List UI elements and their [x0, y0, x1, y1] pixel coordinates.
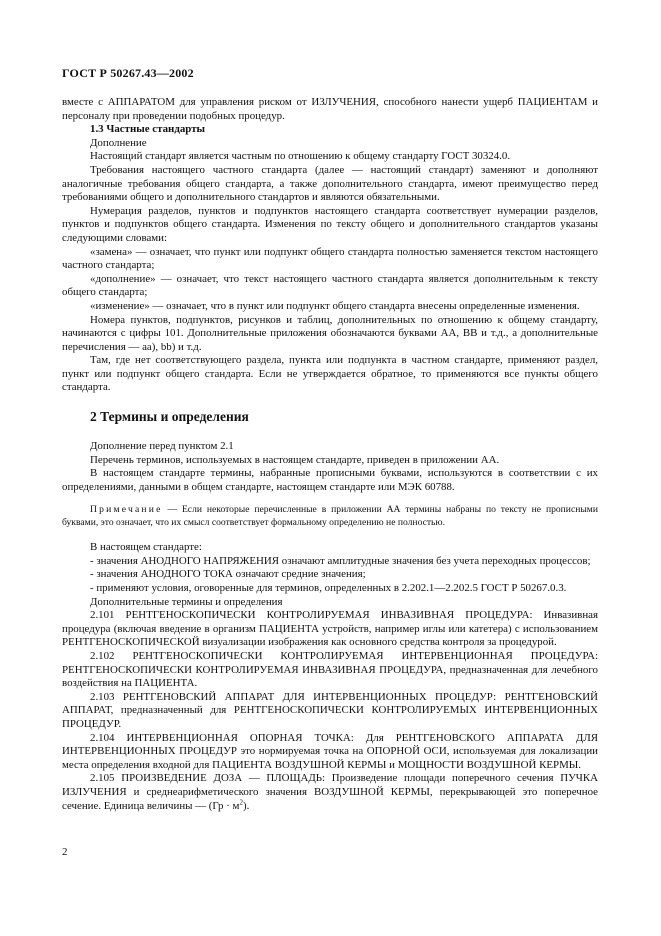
paragraph: вместе с АППАРАТОМ для управления риском от ИЗЛУЧЕНИЯ, способного нанести ущерб ПАЦИЕНТАМ и персоналу при проведении подобных процедур.: [62, 96, 598, 122]
paragraph: - значения АНОДНОГО НАПРЯЖЕНИЯ означают амплитудные значения без учета переходных процессов;: [90, 554, 591, 567]
document-body: [62, 96, 598, 813]
definition-text: 2.105 ПРОИЗВЕДЕНИЕ ДОЗА — ПЛОЩАДЬ: Произведение площади поперечного сечения ПУЧКА ИЗЛУЧЕНИЯ и среднеарифметического значения ВОЗДУШНОЙ КЕРМЫ, перекрывающей это поперечное сечение. Единица величины — (Гр · м: [62, 772, 598, 812]
paragraph: 2.104 ИНТЕРВЕНЦИОННАЯ ОПОРНАЯ ТОЧКА: Для РЕНТГЕНОВСКОГО АППАРАТА ДЛЯ ИНТЕРВЕНЦИОННЫХ ПРОЦЕДУР это нормируемая точка на ОПОРНОЙ ОСИ, используемая для локализации места определения входной для ПАЦИЕНТА ВОЗДУШНОЙ КЕРМЫ и МОЩНОСТИ ВОЗДУШНОЙ КЕРМЫ.: [62, 731, 598, 771]
paragraph: Дополнительные термины и определения: [90, 595, 283, 608]
paragraph: - значения АНОДНОГО ТОКА означают средние значения;: [90, 568, 366, 581]
note: [62, 504, 598, 529]
paragraph: Требования настоящего частного стандарта (далее — настоящий стандарт) заменяют и дополняют аналогичные требования общего стандарта, а также дополнительного стандарта, имеют преимущество перед требованиями общего и дополнительного стандартов и являются обязательными.: [62, 163, 598, 204]
paragraph: 2.103 РЕНТГЕНОВСКИЙ АППАРАТ ДЛЯ ИНТЕРВЕНЦИОННЫХ ПРОЦЕДУР: РЕНТГЕНОВСКИЙ АППАРАТ, предназначенный для РЕНТГЕНОСКОПИЧЕСКИ КОНТРОЛИРУЕМЫХ ИНТЕРВЕНЦИОННЫХ ПРОЦЕДУР.: [62, 690, 598, 730]
paragraph: Настоящий стандарт является частным по отношению к общему стандарту ГОСТ 30324.0.: [90, 150, 511, 163]
subsection-heading: 1.3 Частные стандарты: [90, 123, 206, 136]
paragraph: Там, где нет соответствующего раздела, пункта или подпункта в частном стандарте, применяют раздел, пункт или подпункт общего стандарта. Если не утверждается обратное, то применяются все пункты общего стандарта.: [62, 354, 598, 394]
definition-tail: ).: [242, 799, 250, 812]
paragraph: В настоящем стандарте термины, набранные прописными буквами, используются в соответствии с их определениями, данными в общем стандарте, настоящем стандарте или МЭК 60788.: [62, 467, 598, 493]
subsection-block: [62, 137, 598, 395]
paragraph: «изменение» — означает, что в пункт или подпункт общего стандарта внесены определенные изменения.: [90, 299, 580, 312]
paragraph: Нумерация разделов, пунктов и подпунктов настоящего стандарта соответствует нумерации разделов, пунктов и подпунктов общего стандарта. Изменения по тексту общего и дополнительного стандартов указаны следующими словами:: [62, 204, 598, 244]
paragraph: В настоящем стандарте:: [90, 541, 202, 554]
paragraph: Дополнение: [90, 136, 147, 149]
document-header: ГОСТ Р 50267.43—2002: [62, 66, 194, 80]
definitions-block: [62, 541, 598, 772]
note-text: — Если некоторые перечисленные в приложении АА термины набраны по тексту не прописными буквами, это означает, что их смысл соответствует формальному определению не полностью.: [62, 504, 598, 528]
definition-2-105: [62, 772, 598, 813]
paragraph: Перечень терминов, используемых в настоящем стандарте, приведен в приложении АА.: [90, 453, 500, 466]
intro-block: [62, 96, 598, 123]
unit-superscript: 2: [239, 797, 243, 806]
page-number: 2: [62, 846, 68, 858]
paragraph: 2.102 РЕНТГЕНОСКОПИЧЕСКИ КОНТРОЛИРУЕМАЯ ИНТЕРВЕНЦИОННАЯ ПРОЦЕДУРА: РЕНТГЕНОСКОПИЧЕСКИ КОНТРОЛИРУЕМАЯ ИНВАЗИВНАЯ ПРОЦЕДУРА, предназначенная для лечебного воздействия на ПАЦИЕНТА.: [62, 650, 598, 690]
paragraph: Номера пунктов, подпунктов, рисунков и таблиц, дополнительных по отношению к общему стандарту, начинаются с цифры 101. Дополнительные приложения обозначаются буквами АА, ВВ и т.д., а дополнительные перечисления — аа), bb) и т.д.: [62, 313, 598, 353]
paragraph: «дополнение» — означает, что текст настоящего частного стандарта является дополнительным к тексту общего стандарта;: [62, 272, 598, 299]
section-intro-block: [62, 440, 598, 494]
paragraph: - применяют условия, оговоренные для терминов, определенных в 2.202.1—2.202.5 ГОСТ Р 50267.0.3.: [90, 582, 567, 595]
note-label: Примечание: [90, 504, 163, 516]
section-heading: 2 Термины и определения: [90, 409, 249, 425]
paragraph: 2.101 РЕНТГЕНОСКОПИЧЕСКИ КОНТРОЛИРУЕМАЯ ИНВАЗИВНАЯ ПРОЦЕДУРА: Инвазивная процедура (включая введение в организм ПАЦИЕНТА устройств, например иглы или катетера) с использованием РЕНТГЕНОСКОПИЧЕСКОЙ визуализации изображения как основного средства контроля за процедурой.: [62, 609, 598, 649]
paragraph: «замена» — означает, что пункт или подпункт общего стандарта полностью заменяется текстом настоящего частного стандарта;: [62, 245, 598, 272]
paragraph: Дополнение перед пунктом 2.1: [90, 440, 234, 453]
